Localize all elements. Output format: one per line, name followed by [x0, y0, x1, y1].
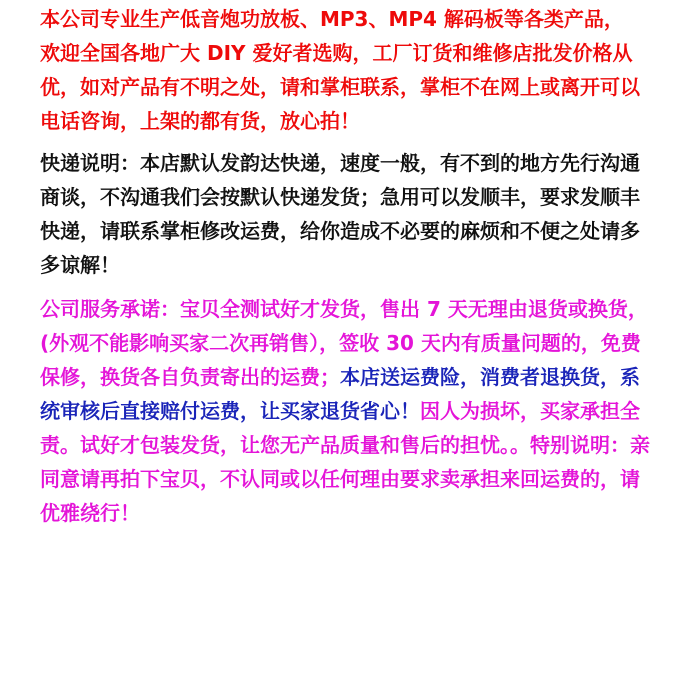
intro-line-1: 本公司专业生产低音炮功放板、MP3、MP4 解码板等各类产品， — [40, 7, 624, 31]
service-line-4-refund: 统审核后直接赔付运费，让买家退货省心！ — [40, 399, 420, 423]
intro-line-4: 电话咨询，上架的都有货，放心拍！ — [40, 109, 360, 133]
service-line-3 — [40, 360, 672, 394]
service-line-3-warranty: 保修，换货各自负责寄出的运费； — [40, 365, 340, 389]
service-line-1: 公司服务承诺：宝贝全测试好才发货，售出 7 天无理由退货或换货， — [40, 297, 648, 321]
service-line-5: 责。试好才包装发货，让您无产品质量和售后的担忧。。特别说明：亲 — [40, 433, 650, 457]
shipping-line-3: 快递，请联系掌柜修改运费，给你造成不必要的麻烦和不便之处请多 — [40, 219, 640, 243]
intro-line-3: 优，如对产品有不明之处，请和掌柜联系，掌柜不在网上或离开可以 — [40, 75, 640, 99]
service-line-6: 同意请再拍下宝贝，不认同或以任何理由要求卖承担来回运费的，请 — [40, 467, 640, 491]
intro-line-2: 欢迎全国各地广大 DIY 爱好者选购，工厂订货和维修店批发价格从 — [40, 41, 633, 65]
service-line-3-insurance: 本店送运费险，消费者退换货，系 — [340, 365, 640, 389]
service-line-4 — [40, 394, 672, 428]
shipping-line-2: 商谈，不沟通我们会按默认快递发货；急用可以发顺丰，要求发顺丰 — [40, 185, 640, 209]
service-line-4-damage: 因人为损坏，买家承担全 — [420, 399, 640, 423]
shipping-line-4: 多谅解！ — [40, 253, 120, 277]
shipping-line-1: 快递说明：本店默认发韵达快递，速度一般，有不到的地方先行沟通 — [40, 151, 640, 175]
service-line-7: 优雅绕行！ — [40, 501, 140, 525]
service-line-2: (外观不能影响买家二次再销售），签收 30 天内有质量问题的，免费 — [40, 331, 641, 355]
